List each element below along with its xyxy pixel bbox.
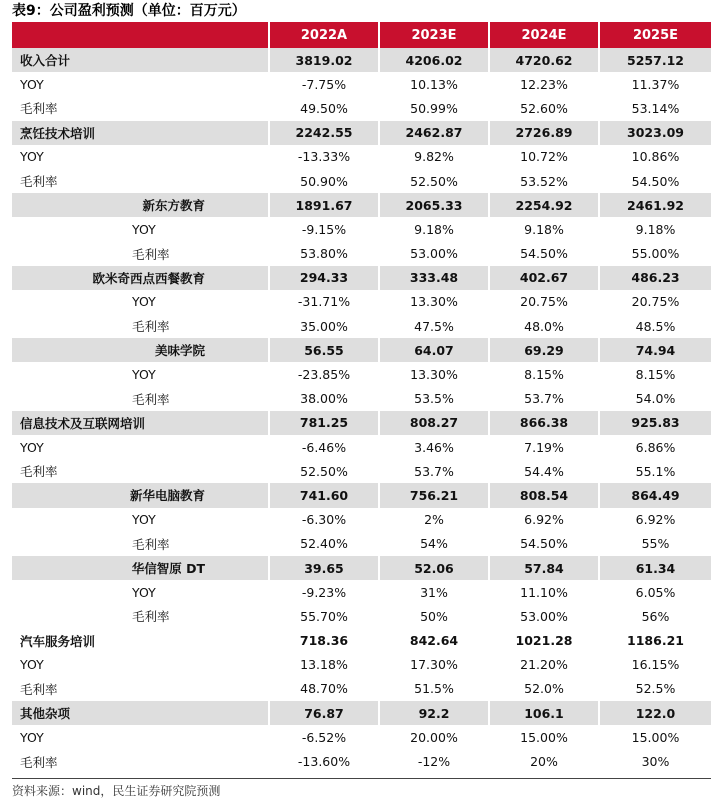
row-value-cell: 92.2 — [379, 701, 489, 725]
table-row — [12, 72, 711, 96]
row-value-cell: 1891.67 — [269, 193, 379, 217]
header-2023e: 2023E — [379, 22, 489, 48]
row-value-cell: 61.34 — [599, 556, 711, 580]
row-value-cell: 333.48 — [379, 266, 489, 290]
row-value-cell: 2461.92 — [599, 193, 711, 217]
row-label: 毛利率 — [20, 464, 58, 480]
row-value-cell: 55.1% — [599, 459, 711, 483]
row-value-cell: 48.70% — [269, 677, 379, 701]
table-row — [12, 483, 711, 507]
row-value-cell: 15.00% — [599, 725, 711, 749]
row-value-cell: 52.06 — [379, 556, 489, 580]
row-value-cell: 4720.62 — [489, 48, 599, 72]
row-value-cell: 106.1 — [489, 701, 599, 725]
header-row — [12, 22, 711, 48]
row-value-cell: 2254.92 — [489, 193, 599, 217]
row-value-cell: 54.50% — [489, 532, 599, 556]
row-value-cell: 54.50% — [489, 242, 599, 266]
source-note: 资料来源：wind，民生证券研究院预测 — [12, 778, 711, 799]
table-row — [12, 653, 711, 677]
table-row — [12, 314, 711, 338]
row-value-cell: 51.5% — [379, 677, 489, 701]
table-row — [12, 677, 711, 701]
row-value-cell: 20.75% — [599, 290, 711, 314]
table-title: 表9：公司盈利预测（单位：百万元） — [12, 3, 246, 19]
row-value-cell: -9.23% — [269, 580, 379, 604]
row-label: 毛利率 — [132, 319, 170, 335]
row-value-cell: 10.86% — [599, 145, 711, 169]
table-row — [12, 604, 711, 628]
row-value-cell: 49.50% — [269, 96, 379, 120]
row-value-cell: 3819.02 — [269, 48, 379, 72]
row-value-cell: 402.67 — [489, 266, 599, 290]
row-label: 其他杂项 — [12, 701, 269, 725]
row-value-cell: 53.00% — [489, 604, 599, 628]
row-value-cell: 756.21 — [379, 483, 489, 507]
row-label: YOY — [20, 729, 44, 745]
row-value-cell: -6.30% — [269, 508, 379, 532]
row-label: 毛利率 — [20, 174, 58, 190]
row-value-cell: 842.64 — [379, 629, 489, 653]
row-label: 欧米奇西点西餐教育 — [12, 266, 269, 290]
row-value-cell: 53.7% — [489, 387, 599, 411]
row-value-cell: 8.15% — [599, 362, 711, 386]
row-label: 毛利率 — [132, 391, 170, 407]
row-value-cell: 11.10% — [489, 580, 599, 604]
row-value-cell: 6.92% — [489, 508, 599, 532]
row-value-cell: 122.0 — [599, 701, 711, 725]
table-row — [12, 145, 711, 169]
row-value-cell: 50.99% — [379, 96, 489, 120]
table-row — [12, 266, 711, 290]
row-value-cell: 53.00% — [379, 242, 489, 266]
row-value-cell: 17.30% — [379, 653, 489, 677]
row-value-cell: 38.00% — [269, 387, 379, 411]
table-row — [12, 362, 711, 386]
row-value-cell: 56% — [599, 604, 711, 628]
table-row — [12, 435, 711, 459]
row-value-cell: 11.37% — [599, 72, 711, 96]
row-value-cell: 2065.33 — [379, 193, 489, 217]
row-value-cell: 48.0% — [489, 314, 599, 338]
table-row — [12, 508, 711, 532]
table-row — [12, 217, 711, 241]
row-value-cell: 294.33 — [269, 266, 379, 290]
row-value-cell: 53.5% — [379, 387, 489, 411]
table-row — [12, 580, 711, 604]
row-value-cell: 50.90% — [269, 169, 379, 193]
row-value-cell: 56.55 — [269, 338, 379, 362]
row-value-cell: 55% — [599, 532, 711, 556]
row-label: 毛利率 — [20, 754, 58, 770]
row-value-cell: 48.5% — [599, 314, 711, 338]
row-label: 汽车服务培训 — [20, 633, 96, 649]
row-value-cell: 57.84 — [489, 556, 599, 580]
table-row — [12, 532, 711, 556]
row-value-cell: 20% — [489, 749, 599, 773]
row-value-cell: 53.7% — [379, 459, 489, 483]
row-value-cell: 9.18% — [489, 217, 599, 241]
row-value-cell: 54% — [379, 532, 489, 556]
row-value-cell: 9.18% — [599, 217, 711, 241]
row-value-cell: -7.75% — [269, 72, 379, 96]
row-value-cell: 3023.09 — [599, 121, 711, 145]
row-value-cell: 30% — [599, 749, 711, 773]
row-value-cell: 53.52% — [489, 169, 599, 193]
row-value-cell: 39.65 — [269, 556, 379, 580]
header-2025e: 2025E — [599, 22, 711, 48]
row-value-cell: 4206.02 — [379, 48, 489, 72]
row-value-cell: 54.4% — [489, 459, 599, 483]
row-value-cell: 50% — [379, 604, 489, 628]
row-value-cell: 69.29 — [489, 338, 599, 362]
table-row — [12, 121, 711, 145]
row-value-cell: 20.75% — [489, 290, 599, 314]
row-value-cell: 808.54 — [489, 483, 599, 507]
row-value-cell: 76.87 — [269, 701, 379, 725]
row-value-cell: 64.07 — [379, 338, 489, 362]
row-value-cell: 55.00% — [599, 242, 711, 266]
row-value-cell: 2726.89 — [489, 121, 599, 145]
table-row — [12, 193, 711, 217]
row-label: 新华电脑教育 — [12, 483, 269, 507]
row-value-cell: 47.5% — [379, 314, 489, 338]
row-value-cell: 55.70% — [269, 604, 379, 628]
row-label: 毛利率 — [132, 246, 170, 262]
row-value-cell: 864.49 — [599, 483, 711, 507]
row-value-cell: -31.71% — [269, 290, 379, 314]
row-value-cell: 5257.12 — [599, 48, 711, 72]
row-label: YOY — [132, 584, 156, 600]
row-value-cell: 52.40% — [269, 532, 379, 556]
row-value-cell: 53.14% — [599, 96, 711, 120]
row-value-cell: 718.36 — [269, 629, 379, 653]
row-value-cell: 16.15% — [599, 653, 711, 677]
table-row — [12, 242, 711, 266]
row-value-cell: 486.23 — [599, 266, 711, 290]
row-value-cell: 808.27 — [379, 411, 489, 435]
table-row — [12, 48, 711, 72]
row-value-cell: 2% — [379, 508, 489, 532]
row-label: YOY — [20, 149, 44, 165]
row-value-cell: 15.00% — [489, 725, 599, 749]
table-row — [12, 556, 711, 580]
row-label: YOY — [132, 221, 156, 237]
row-value-cell: 1021.28 — [489, 629, 599, 653]
row-label: 新东方教育 — [12, 193, 269, 217]
row-value-cell: 35.00% — [269, 314, 379, 338]
row-value-cell: 6.05% — [599, 580, 711, 604]
row-value-cell: -6.46% — [269, 435, 379, 459]
row-value-cell: 21.20% — [489, 653, 599, 677]
row-value-cell: -13.60% — [269, 749, 379, 773]
row-value-cell: -6.52% — [269, 725, 379, 749]
row-value-cell: 52.50% — [269, 459, 379, 483]
row-value-cell: 6.92% — [599, 508, 711, 532]
row-value-cell: 9.18% — [379, 217, 489, 241]
row-value-cell: 13.30% — [379, 362, 489, 386]
header-2024e: 2024E — [489, 22, 599, 48]
row-value-cell: 10.13% — [379, 72, 489, 96]
row-value-cell: 31% — [379, 580, 489, 604]
row-label: 华信智原 DT — [12, 556, 269, 580]
table-row — [12, 338, 711, 362]
row-value-cell: 20.00% — [379, 725, 489, 749]
table-row — [12, 629, 711, 653]
table-row — [12, 701, 711, 725]
table-row — [12, 387, 711, 411]
table-row — [12, 725, 711, 749]
row-label: 毛利率 — [20, 101, 58, 117]
table-row — [12, 411, 711, 435]
row-value-cell: 52.60% — [489, 96, 599, 120]
row-value-cell: 9.82% — [379, 145, 489, 169]
row-value-cell: 52.5% — [599, 677, 711, 701]
table-row — [12, 169, 711, 193]
row-label: 毛利率 — [132, 536, 170, 552]
row-label: 收入合计 — [12, 48, 269, 72]
row-value-cell: 925.83 — [599, 411, 711, 435]
row-value-cell: 13.30% — [379, 290, 489, 314]
row-value-cell: -12% — [379, 749, 489, 773]
row-value-cell: 54.0% — [599, 387, 711, 411]
table-row — [12, 749, 711, 773]
row-value-cell: 52.0% — [489, 677, 599, 701]
table-row — [12, 290, 711, 314]
row-label: YOY — [20, 439, 44, 455]
row-value-cell: 1186.21 — [599, 629, 711, 653]
row-value-cell: 2242.55 — [269, 121, 379, 145]
row-value-cell: 7.19% — [489, 435, 599, 459]
row-value-cell: 8.15% — [489, 362, 599, 386]
row-value-cell: -9.15% — [269, 217, 379, 241]
row-label: YOY — [132, 294, 156, 310]
row-value-cell: 3.46% — [379, 435, 489, 459]
header-2022a: 2022A — [269, 22, 379, 48]
table-row — [12, 459, 711, 483]
row-label: 烹饪技术培训 — [12, 121, 269, 145]
row-value-cell: 12.23% — [489, 72, 599, 96]
row-value-cell: -13.33% — [269, 145, 379, 169]
row-label: YOY — [132, 512, 156, 528]
row-value-cell: -23.85% — [269, 362, 379, 386]
row-label: YOY — [20, 76, 44, 92]
row-value-cell: 866.38 — [489, 411, 599, 435]
row-value-cell: 13.18% — [269, 653, 379, 677]
row-label: YOY — [20, 657, 44, 673]
header-label-cell — [12, 22, 269, 48]
row-value-cell: 741.60 — [269, 483, 379, 507]
row-value-cell: 781.25 — [269, 411, 379, 435]
row-label: YOY — [132, 367, 156, 383]
row-value-cell: 10.72% — [489, 145, 599, 169]
row-value-cell: 6.86% — [599, 435, 711, 459]
earnings-forecast-table — [12, 22, 711, 774]
table-row — [12, 96, 711, 120]
row-label: 毛利率 — [20, 681, 58, 697]
row-label: 美味学院 — [12, 338, 269, 362]
row-label: 信息技术及互联网培训 — [12, 411, 269, 435]
row-value-cell: 52.50% — [379, 169, 489, 193]
row-value-cell: 54.50% — [599, 169, 711, 193]
row-value-cell: 53.80% — [269, 242, 379, 266]
row-value-cell: 74.94 — [599, 338, 711, 362]
row-label: 毛利率 — [132, 609, 170, 625]
row-value-cell: 2462.87 — [379, 121, 489, 145]
